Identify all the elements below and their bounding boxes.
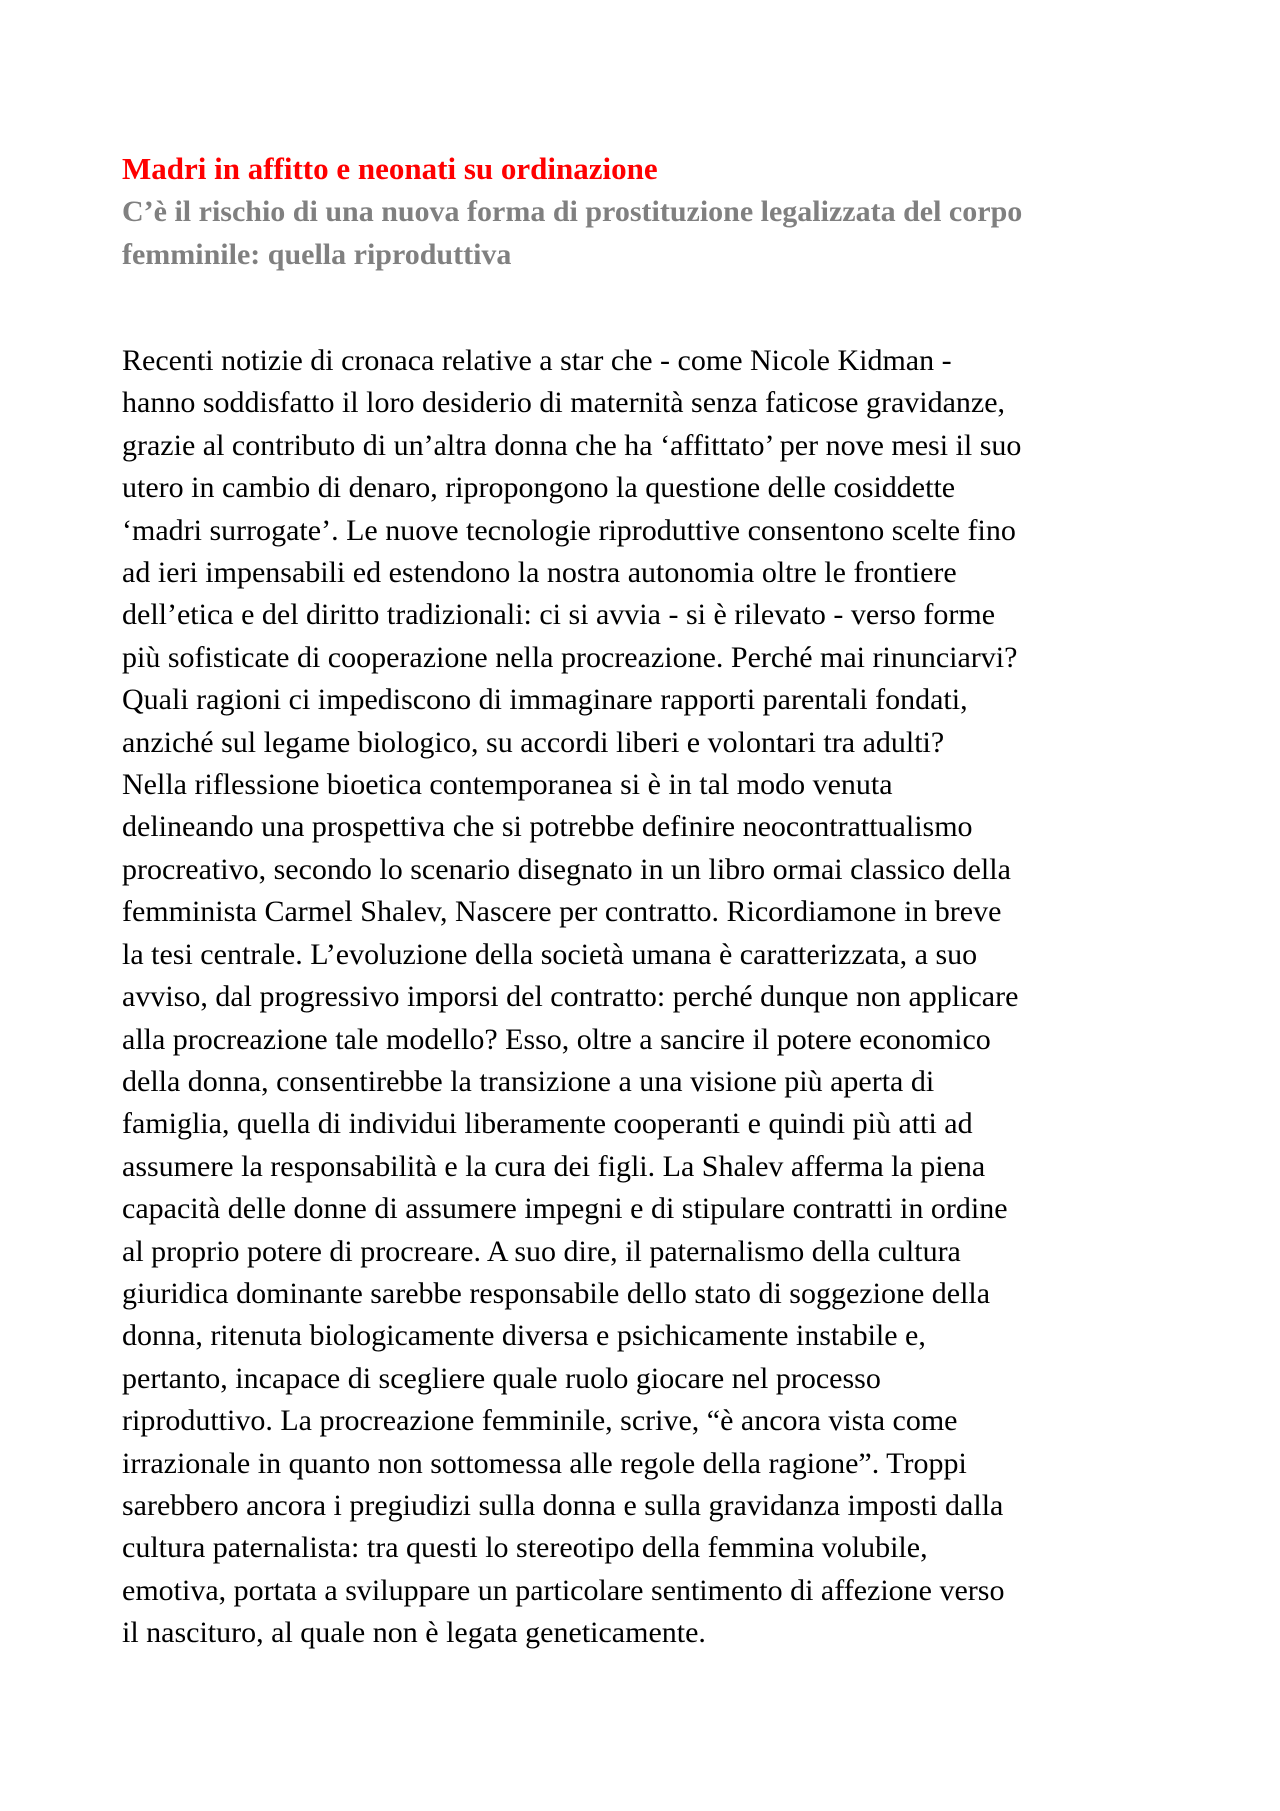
body-line: assumere la responsabilità e la cura dei figli. La Shalev afferma la piena [122,1149,986,1183]
body-line: al proprio potere di procreare. A suo dire, il paternalismo della cultura [122,1234,961,1268]
body-line: Recenti notizie di cronaca relative a star che - come Nicole Kidman - [122,344,952,377]
subtitle-line: C’è il rischio di una nuova forma di prostituzione legalizzata del corpo [122,195,1023,228]
body-line: la tesi centrale. L’evoluzione della società umana è caratterizzata, a suo [122,937,978,971]
body-line: emotiva, portata a sviluppare un particolare sentimento di affezione verso [122,1573,1005,1607]
subtitle-line: femminile: quella riproduttiva [122,238,512,271]
body-line: avviso, dal progressivo imporsi del contratto: perché dunque non applicare [122,980,1019,1014]
body-line: delineando una prospettiva che si potrebbe definire neocontrattualismo [122,810,973,844]
body-line: più sofisticate di cooperazione nella procreazione. Perché mai rinunciarvi? [122,640,1018,674]
article-title: Madri in affitto e neonati su ordinazione [122,151,658,186]
body-line: Nella riflessione bioetica contemporanea si è in tal modo venuta [122,768,893,802]
body-line: pertanto, incapace di scegliere quale ruolo giocare nel processo [122,1361,881,1395]
body-line: hanno soddisfatto il loro desiderio di maternità senza faticose gravidanze, [122,386,1006,420]
body-line: cultura paternalista: tra questi lo stereotipo della femmina volubile, [122,1531,928,1565]
body-line: procreativo, secondo lo scenario disegnato in un libro ormai classico della [122,852,1011,886]
body-line: irrazionale in quanto non sottomessa alle regole della ragione”. Troppi [122,1446,967,1480]
body-line: dell’etica e del diritto tradizionali: ci si avvia - si è rilevato - verso forme [122,598,996,632]
article [122,148,1172,1650]
body-line: utero in cambio di denaro, ripropongono la questione delle cosiddette [122,471,956,505]
body-line: anziché sul legame biologico, su accordi liberi e volontari tra adulti? [122,725,945,759]
body-line: giuridica dominante sarebbe responsabile dello stato di soggezione della [122,1276,991,1310]
body-line: riproduttivo. La procreazione femminile, scrive, “è ancora vista come [122,1404,958,1438]
article-subtitle [122,190,1172,276]
body-line: capacità delle donne di assumere impegni e di stipulare contratti in ordine [122,1192,1008,1226]
article-body [122,340,1182,1655]
body-line: il nascituro, al quale non è legata geneticamente. [122,1616,706,1650]
body-line: grazie al contributo di un’altra donna che ha ‘affittato’ per nove mesi il suo [122,428,1022,462]
body-line: ‘madri surrogate’. Le nuove tecnologie riproduttive consentono scelte fino [122,513,1016,547]
body-line: ad ieri impensabili ed estendono la nostra autonomia oltre le frontiere [122,556,957,590]
body-line: della donna, consentirebbe la transizione a una visione più aperta di [122,1064,935,1098]
body-line: donna, ritenuta biologicamente diversa e psichicamente instabile e, [122,1319,926,1353]
body-line: alla procreazione tale modello? Esso, oltre a sancire il potere economico [122,1022,991,1056]
body-line: famiglia, quella di individui liberamente cooperanti e quindi più atti ad [122,1107,973,1141]
body-line: femminista Carmel Shalev, Nascere per contratto. Ricordiamone in breve [122,895,1002,929]
body-line: sarebbero ancora i pregiudizi sulla donna e sulla gravidanza imposti dalla [122,1488,1004,1522]
body-line: Quali ragioni ci impediscono di immaginare rapporti parentali fondati, [122,683,968,717]
